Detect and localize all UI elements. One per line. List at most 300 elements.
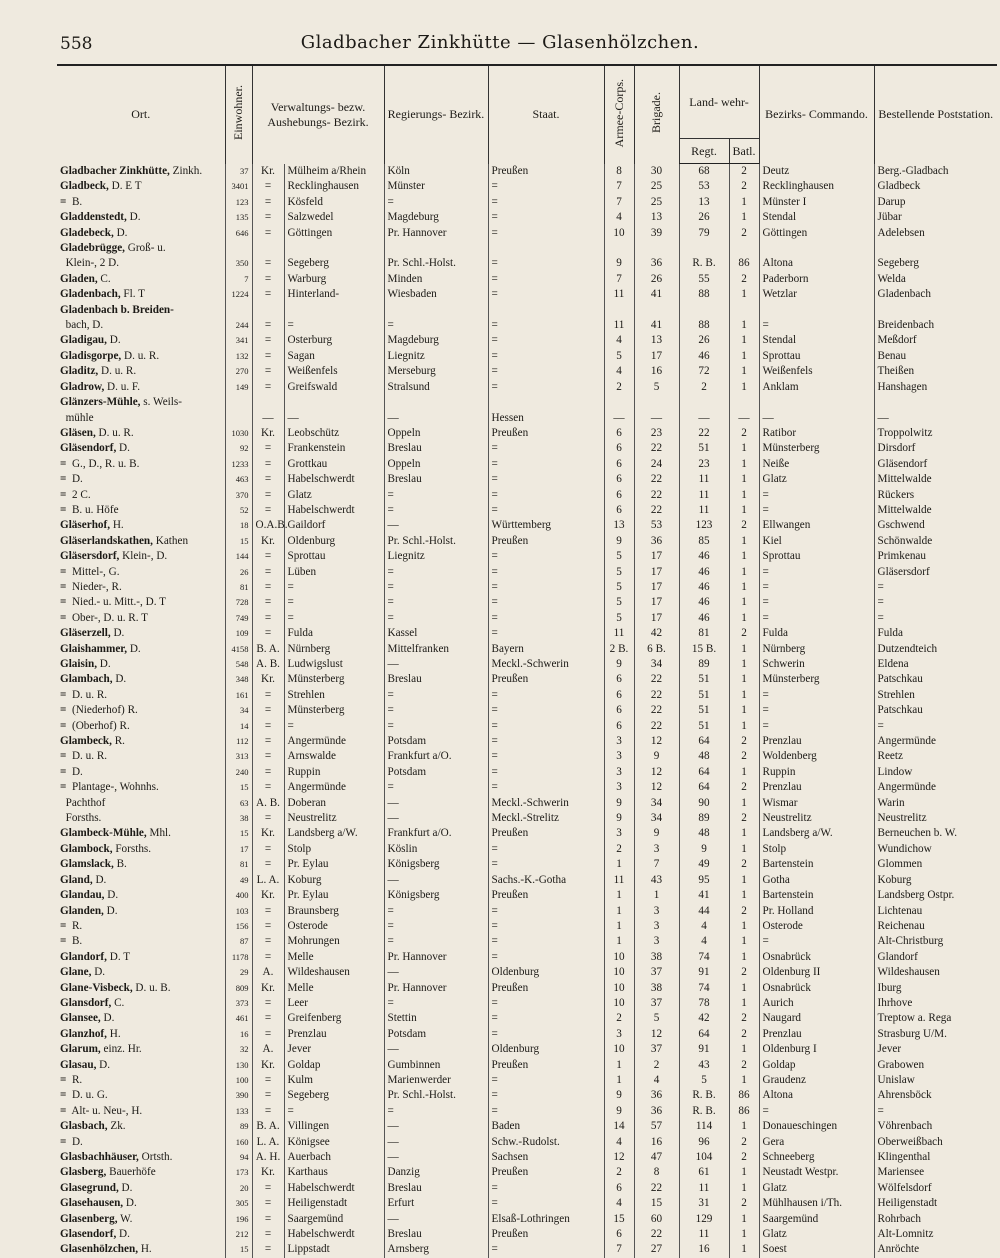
- regt-cell: 11: [679, 503, 729, 518]
- bezirk-cell: Münsterberg: [759, 441, 874, 456]
- post-cell: =: [874, 1104, 997, 1119]
- ort-detail: D.: [97, 658, 111, 670]
- batl-cell: [729, 303, 759, 318]
- bezirk-cell: Anklam: [759, 380, 874, 395]
- staat-cell: =: [488, 287, 604, 302]
- bezirk-cell: Naugard: [759, 1011, 874, 1026]
- staat-cell: =: [488, 364, 604, 379]
- brigade-cell: 5: [634, 380, 679, 395]
- ort-name: =: [60, 488, 67, 501]
- ort-name: Gland,: [60, 873, 93, 886]
- regierung-cell: =: [384, 719, 488, 734]
- post-cell: Ahrensböck: [874, 1088, 997, 1103]
- verwaltung-cell: =: [284, 318, 384, 333]
- armee-cell: 6: [604, 719, 634, 734]
- table-row: [57, 842, 997, 857]
- type-cell: =: [252, 488, 284, 503]
- regierung-cell: =: [384, 565, 488, 580]
- verwaltung-cell: =: [284, 1104, 384, 1119]
- post-cell: Angermünde: [874, 780, 997, 795]
- post-cell: Segeberg: [874, 256, 997, 271]
- ort-name: Glandau,: [60, 889, 105, 902]
- table-row: [57, 1058, 997, 1073]
- ort-cell: [57, 1242, 225, 1257]
- regt-cell: 88: [679, 287, 729, 302]
- ort-name: Gladen,: [60, 272, 98, 285]
- bezirk-cell: Oldenburg I: [759, 1042, 874, 1057]
- armee-cell: 5: [604, 595, 634, 610]
- einwohner-cell: 14: [225, 719, 252, 734]
- ort-name: Glandorf,: [60, 950, 107, 963]
- ort-name: Gladigau,: [60, 334, 107, 347]
- table-row: [57, 626, 997, 641]
- ort-cell: [57, 441, 225, 456]
- einwohner-cell: 133: [225, 1104, 252, 1119]
- regt-cell: 89: [679, 657, 729, 672]
- regt-cell: [679, 395, 729, 410]
- einwohner-cell: 212: [225, 1227, 252, 1242]
- regt-cell: 104: [679, 1150, 729, 1165]
- batl-cell: [729, 395, 759, 410]
- staat-cell: =: [488, 472, 604, 487]
- type-cell: =: [252, 272, 284, 287]
- post-cell: Breidenbach: [874, 318, 997, 333]
- type-cell: =: [252, 950, 284, 965]
- regierung-cell: Frankfurt a/O.: [384, 749, 488, 764]
- staat-cell: =: [488, 1104, 604, 1119]
- regierung-cell: —: [384, 1212, 488, 1227]
- staat-cell: =: [488, 626, 604, 641]
- verwaltung-cell: Pr. Eylau: [284, 857, 384, 872]
- ort-cell: [57, 688, 225, 703]
- armee-cell: 1: [604, 1058, 634, 1073]
- einwohner-cell: [225, 303, 252, 318]
- ort-detail: D.: [123, 1197, 137, 1210]
- ort-name: Gladbeck,: [60, 180, 109, 193]
- type-cell: =: [252, 441, 284, 456]
- regt-cell: 46: [679, 349, 729, 364]
- ort-detail: B. u. Höfe: [66, 503, 119, 516]
- bezirk-cell: Münster I: [759, 195, 874, 210]
- post-cell: Gläsersdorf: [874, 565, 997, 580]
- staat-cell: =: [488, 611, 604, 626]
- batl-cell: 2: [729, 1196, 759, 1211]
- ort-cell: [57, 904, 225, 919]
- brigade-cell: 1: [634, 888, 679, 903]
- table-row: [57, 981, 997, 996]
- ort-name: Glaisin,: [60, 658, 97, 670]
- regt-cell: 64: [679, 1027, 729, 1042]
- post-cell: Wundichow: [874, 842, 997, 857]
- staat-cell: =: [488, 780, 604, 795]
- regierung-cell: Stettin: [384, 1011, 488, 1026]
- einwohner-cell: 29: [225, 965, 252, 980]
- regierung-cell: Erfurt: [384, 1196, 488, 1211]
- post-cell: Lindow: [874, 765, 997, 780]
- einwohner-cell: 313: [225, 749, 252, 764]
- bezirk-cell: Ellwangen: [759, 518, 874, 533]
- post-cell: =: [874, 595, 997, 610]
- table-row: [57, 534, 997, 549]
- verwaltung-cell: Angermünde: [284, 734, 384, 749]
- bezirk-cell: Saargemünd: [759, 1212, 874, 1227]
- regierung-cell: —: [384, 518, 488, 533]
- verwaltung-cell: Segeberg: [284, 256, 384, 271]
- armee-cell: [604, 303, 634, 318]
- batl-cell: 1: [729, 765, 759, 780]
- armee-cell: 10: [604, 996, 634, 1011]
- table-row: [57, 1212, 997, 1227]
- bezirk-cell: Sprottau: [759, 349, 874, 364]
- table-row: [57, 518, 997, 533]
- ort-name: =: [60, 1089, 67, 1102]
- brigade-cell: 12: [634, 780, 679, 795]
- post-cell: Primkenau: [874, 549, 997, 564]
- verwaltung-cell: Habelschwerdt: [284, 1181, 384, 1196]
- ort-detail: D.: [96, 1058, 111, 1071]
- regierung-cell: =: [384, 1104, 488, 1119]
- armee-cell: 2: [604, 842, 634, 857]
- regierung-cell: —: [384, 1119, 488, 1134]
- batl-cell: 2: [729, 518, 759, 533]
- ort-name: Gladenbach,: [60, 288, 121, 301]
- bezirk-cell: Prenzlau: [759, 780, 874, 795]
- staat-cell: =: [488, 565, 604, 580]
- type-cell: =: [252, 765, 284, 780]
- brigade-cell: 16: [634, 1135, 679, 1150]
- ort-detail: H.: [138, 1243, 152, 1256]
- post-cell: Wölfelsdorf: [874, 1181, 997, 1196]
- type-cell: =: [252, 996, 284, 1011]
- verwaltung-cell: Kulm: [284, 1073, 384, 1088]
- einwohner-cell: 15: [225, 1242, 252, 1257]
- post-cell: Alt-Lomnitz: [874, 1227, 997, 1242]
- brigade-cell: 22: [634, 719, 679, 734]
- armee-cell: 9: [604, 657, 634, 672]
- staat-cell: =: [488, 441, 604, 456]
- armee-cell: 1: [604, 888, 634, 903]
- post-cell: Rückers: [874, 488, 997, 503]
- batl-cell: 2: [729, 1058, 759, 1073]
- ort-cell: [57, 611, 225, 626]
- regierung-cell: =: [384, 919, 488, 934]
- col-armee: Armee-Corps.: [604, 65, 634, 164]
- verwaltung-cell: Melle: [284, 950, 384, 965]
- regt-cell: 79: [679, 226, 729, 241]
- regierung-cell: Münster: [384, 179, 488, 194]
- batl-cell: 1: [729, 703, 759, 718]
- einwohner-cell: 240: [225, 765, 252, 780]
- armee-cell: 1: [604, 1073, 634, 1088]
- regierung-cell: Mittelfranken: [384, 642, 488, 657]
- ort-detail: D.: [116, 442, 130, 455]
- brigade-cell: 41: [634, 287, 679, 302]
- armee-cell: 10: [604, 950, 634, 965]
- type-cell: Kr.: [252, 888, 284, 903]
- ort-cell: [57, 256, 225, 271]
- ort-name: Gläserlandskathen,: [60, 534, 153, 547]
- type-cell: =: [252, 1242, 284, 1257]
- regt-cell: 64: [679, 734, 729, 749]
- batl-cell: 1: [729, 1165, 759, 1180]
- post-cell: Klingenthal: [874, 1150, 997, 1165]
- table-row: [57, 549, 997, 564]
- table-row: [57, 857, 997, 872]
- type-cell: A. B.: [252, 657, 284, 672]
- table-row: [57, 503, 997, 518]
- ort-detail: Klein-, 2 D.: [60, 257, 120, 270]
- table-row: [57, 1242, 997, 1257]
- verwaltung-cell: Münsterberg: [284, 703, 384, 718]
- brigade-cell: 3: [634, 919, 679, 934]
- regierung-cell: =: [384, 611, 488, 626]
- regierung-cell: Potsdam: [384, 765, 488, 780]
- ort-detail: Forsths.: [112, 842, 152, 855]
- ort-name: =: [60, 1073, 67, 1086]
- ort-name: =: [60, 688, 67, 701]
- brigade-cell: 43: [634, 873, 679, 888]
- bezirk-cell: Donaueschingen: [759, 1119, 874, 1134]
- staat-cell: =: [488, 904, 604, 919]
- staat-cell: =: [488, 457, 604, 472]
- staat-cell: =: [488, 1242, 604, 1257]
- staat-cell: =: [488, 210, 604, 225]
- type-cell: =: [252, 472, 284, 487]
- staat-cell: Meckl.-Schwerin: [488, 796, 604, 811]
- regierung-cell: —: [384, 873, 488, 888]
- bezirk-cell: Osnabrück: [759, 950, 874, 965]
- regt-cell: 91: [679, 1042, 729, 1057]
- ort-detail: D.: [126, 211, 141, 224]
- staat-cell: =: [488, 719, 604, 734]
- brigade-cell: 37: [634, 996, 679, 1011]
- brigade-cell: 17: [634, 349, 679, 364]
- type-cell: =: [252, 811, 284, 826]
- ort-cell: [57, 488, 225, 503]
- bezirk-cell: Pr. Holland: [759, 904, 874, 919]
- bezirk-cell: Paderborn: [759, 272, 874, 287]
- armee-cell: —: [604, 411, 634, 426]
- brigade-cell: 7: [634, 857, 679, 872]
- verwaltung-cell: Strehlen: [284, 688, 384, 703]
- staat-cell: Preußen: [488, 1227, 604, 1242]
- post-cell: Mittelwalde: [874, 503, 997, 518]
- table-row: [57, 426, 997, 441]
- regierung-cell: Kassel: [384, 626, 488, 641]
- armee-cell: 7: [604, 1242, 634, 1257]
- staat-cell: Preußen: [488, 1165, 604, 1180]
- einwohner-cell: 1224: [225, 287, 252, 302]
- table-row: [57, 611, 997, 626]
- brigade-cell: 36: [634, 534, 679, 549]
- brigade-cell: 57: [634, 1119, 679, 1134]
- armee-cell: 2: [604, 1011, 634, 1026]
- ort-detail: Forsths.: [60, 812, 102, 825]
- ort-cell: [57, 1181, 225, 1196]
- armee-cell: 6: [604, 703, 634, 718]
- regt-cell: 16: [679, 1242, 729, 1257]
- ort-detail: Ortsth.: [138, 1151, 173, 1163]
- einwohner-cell: 81: [225, 580, 252, 595]
- bezirk-cell: Neiße: [759, 457, 874, 472]
- ort-cell: [57, 380, 225, 395]
- regt-cell: 64: [679, 765, 729, 780]
- ort-detail: H.: [106, 1027, 121, 1040]
- post-cell: Strasburg U/M.: [874, 1027, 997, 1042]
- ort-name: Gladbacher Zinkhütte,: [60, 164, 170, 177]
- brigade-cell: 13: [634, 333, 679, 348]
- regierung-cell: Stralsund: [384, 380, 488, 395]
- col-brigade: Brigade.: [634, 65, 679, 164]
- regt-cell: [679, 303, 729, 318]
- post-cell: Iburg: [874, 981, 997, 996]
- verwaltung-cell: Sagan: [284, 349, 384, 364]
- regierung-cell: =: [384, 934, 488, 949]
- staat-cell: Hessen: [488, 411, 604, 426]
- staat-cell: =: [488, 857, 604, 872]
- regt-cell: 114: [679, 1119, 729, 1134]
- regt-cell: 61: [679, 1165, 729, 1180]
- verwaltung-cell: Mülheim a/Rhein: [284, 164, 384, 180]
- bezirk-cell: Göttingen: [759, 226, 874, 241]
- regierung-cell: Arnsberg: [384, 1242, 488, 1257]
- ort-cell: [57, 1011, 225, 1026]
- ort-cell: [57, 333, 225, 348]
- staat-cell: Preußen: [488, 534, 604, 549]
- ort-detail: D.: [103, 904, 118, 917]
- staat-cell: Bayern: [488, 642, 604, 657]
- table-row: [57, 934, 997, 949]
- ort-cell: [57, 780, 225, 795]
- bezirk-cell: Deutz: [759, 164, 874, 180]
- brigade-cell: 53: [634, 518, 679, 533]
- ort-cell: [57, 164, 225, 180]
- regt-cell: 26: [679, 333, 729, 348]
- ort-name: =: [60, 704, 67, 717]
- brigade-cell: 13: [634, 210, 679, 225]
- staat-cell: =: [488, 996, 604, 1011]
- armee-cell: 15: [604, 1212, 634, 1227]
- ort-cell: [57, 272, 225, 287]
- ort-cell: [57, 457, 225, 472]
- regt-cell: 5: [679, 1073, 729, 1088]
- ort-name: =: [60, 919, 67, 932]
- staat-cell: [488, 395, 604, 410]
- regierung-cell: Pr. Hannover: [384, 226, 488, 241]
- regt-cell: 41: [679, 888, 729, 903]
- armee-cell: 3: [604, 826, 634, 841]
- verwaltung-cell: Saargemünd: [284, 1212, 384, 1227]
- ort-detail: B.: [66, 935, 83, 948]
- type-cell: =: [252, 1181, 284, 1196]
- regt-cell: 22: [679, 426, 729, 441]
- ort-cell: [57, 1058, 225, 1073]
- regierung-cell: —: [384, 657, 488, 672]
- armee-cell: 2 B.: [604, 642, 634, 657]
- brigade-cell: 9: [634, 826, 679, 841]
- bezirk-cell: Sprottau: [759, 549, 874, 564]
- staat-cell: =: [488, 1181, 604, 1196]
- armee-cell: 7: [604, 272, 634, 287]
- batl-cell: 1: [729, 1242, 759, 1257]
- ort-name: Glasbachhäuser,: [60, 1151, 139, 1163]
- post-cell: Gschwend: [874, 518, 997, 533]
- brigade-cell: 17: [634, 611, 679, 626]
- staat-cell: Oldenburg: [488, 1042, 604, 1057]
- regt-cell: 55: [679, 272, 729, 287]
- brigade-cell: 15: [634, 1196, 679, 1211]
- armee-cell: 3: [604, 765, 634, 780]
- regierung-cell: Pr. Schl.-Holst.: [384, 534, 488, 549]
- post-cell: Strehlen: [874, 688, 997, 703]
- batl-cell: 2: [729, 164, 759, 180]
- regt-cell: 51: [679, 688, 729, 703]
- staat-cell: =: [488, 934, 604, 949]
- staat-cell: =: [488, 919, 604, 934]
- regierung-cell: Breslau: [384, 1227, 488, 1242]
- staat-cell: =: [488, 503, 604, 518]
- table-row: [57, 1104, 997, 1119]
- batl-cell: 2: [729, 780, 759, 795]
- armee-cell: 11: [604, 626, 634, 641]
- batl-cell: 1: [729, 380, 759, 395]
- post-cell: Schönwalde: [874, 534, 997, 549]
- table-row: [57, 349, 997, 364]
- einwohner-cell: [225, 395, 252, 410]
- post-cell: Eldena: [874, 657, 997, 672]
- ort-detail: C.: [111, 996, 125, 1009]
- regierung-cell: =: [384, 318, 488, 333]
- post-cell: Ihrhove: [874, 996, 997, 1011]
- type-cell: Kr.: [252, 164, 284, 180]
- ort-detail: einz. Hr.: [100, 1043, 142, 1056]
- batl-cell: 1: [729, 1042, 759, 1057]
- batl-cell: 1: [729, 333, 759, 348]
- table-row: [57, 256, 997, 271]
- regierung-cell: Pr. Schl.-Holst.: [384, 1088, 488, 1103]
- verwaltung-cell: Ludwigslust: [284, 657, 384, 672]
- ort-detail: D.: [104, 889, 119, 902]
- armee-cell: 5: [604, 611, 634, 626]
- regt-cell: 81: [679, 626, 729, 641]
- staat-cell: =: [488, 580, 604, 595]
- armee-cell: 11: [604, 318, 634, 333]
- regierung-cell: —: [384, 796, 488, 811]
- regt-cell: 129: [679, 1212, 729, 1227]
- regierung-cell: Pr. Schl.-Holst.: [384, 256, 488, 271]
- regierung-cell: Wiesbaden: [384, 287, 488, 302]
- armee-cell: 11: [604, 287, 634, 302]
- staat-cell: =: [488, 488, 604, 503]
- ort-cell: [57, 1227, 225, 1242]
- batl-cell: 1: [729, 1119, 759, 1134]
- ort-name: Gläserhof,: [60, 519, 111, 532]
- armee-cell: 4: [604, 1196, 634, 1211]
- armee-cell: 6: [604, 488, 634, 503]
- regt-cell: 72: [679, 364, 729, 379]
- post-cell: Gläsendorf: [874, 457, 997, 472]
- staat-cell: Preußen: [488, 164, 604, 180]
- einwohner-cell: 63: [225, 796, 252, 811]
- post-cell: Neustrelitz: [874, 811, 997, 826]
- table-row: [57, 364, 997, 379]
- post-cell: Wildeshausen: [874, 965, 997, 980]
- regierung-cell: =: [384, 703, 488, 718]
- einwohner-cell: 373: [225, 996, 252, 1011]
- col-einwohner: Einwohner.: [225, 65, 252, 164]
- table-row: [57, 1011, 997, 1026]
- type-cell: B. A.: [252, 1119, 284, 1134]
